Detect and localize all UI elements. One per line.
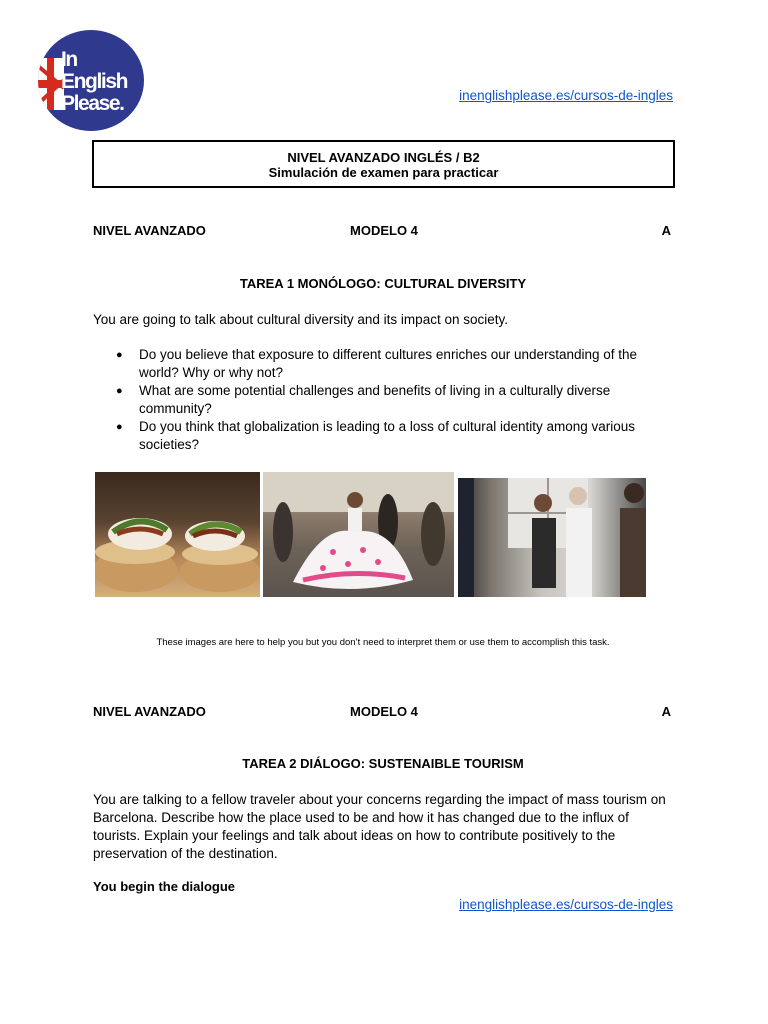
model-label: MODELO 4 <box>350 223 418 238</box>
level-label: NIVEL AVANZADO <box>93 704 206 719</box>
exam-meta-row-1 <box>93 223 671 241</box>
exam-title: NIVEL AVANZADO INGLÉS / B2 <box>287 150 480 165</box>
dancer-photo <box>263 472 454 597</box>
footer-link[interactable]: inenglishplease.es/cursos-de-ingles <box>459 897 673 912</box>
task2-title: TAREA 2 DIÁLOGO: SUSTENAIBLE TOURISM <box>242 756 524 771</box>
in-english-please-logo <box>38 30 144 131</box>
task1-intro: You are going to talk about cultural diversity and its impact on society. <box>93 312 508 327</box>
model-label: MODELO 4 <box>350 704 418 719</box>
exam-title-box <box>92 140 675 188</box>
list-item: ● Do you think that globalization is leading to a loss of cultural identity among various societies? <box>116 418 676 454</box>
variant-label: A <box>661 704 671 719</box>
variant-label: A <box>661 223 671 238</box>
task1-title: TAREA 1 MONÓLOGO: CULTURAL DIVERSITY <box>239 276 527 291</box>
header-link[interactable]: inenglishplease.es/cursos-de-ingles <box>459 88 673 103</box>
list-item: ● What are some potential challenges and benefits of living in a culturally diverse community? <box>116 382 676 418</box>
list-item: ● Do you believe that exposure to different cultures enriches our understanding of the world? Why or why not? <box>116 346 676 382</box>
exam-subtitle: Simulación de examen para practicar <box>268 165 499 180</box>
task2-text: You are talking to a fellow traveler about your concerns regarding the impact of mass tourism on Barcelona. Describe how the place used to be and how it has changed due to the influx of tourists. Explain your feelings and talk about ideas on how to contribute positively to the preservation of the destination. <box>93 792 666 861</box>
level-label: NIVEL AVANZADO <box>93 223 206 238</box>
meeting-photo <box>458 478 646 597</box>
logo-text: In English Please. <box>61 48 128 115</box>
dialogue-start-instruction: You begin the dialogue <box>93 879 236 894</box>
exam-meta-row-2 <box>93 704 671 722</box>
task1-question-list <box>116 346 676 454</box>
images-caption: These images are here to help you but you don’t need to interpret them or use them to accomplish this task. <box>156 637 610 648</box>
food-photo <box>95 472 260 597</box>
